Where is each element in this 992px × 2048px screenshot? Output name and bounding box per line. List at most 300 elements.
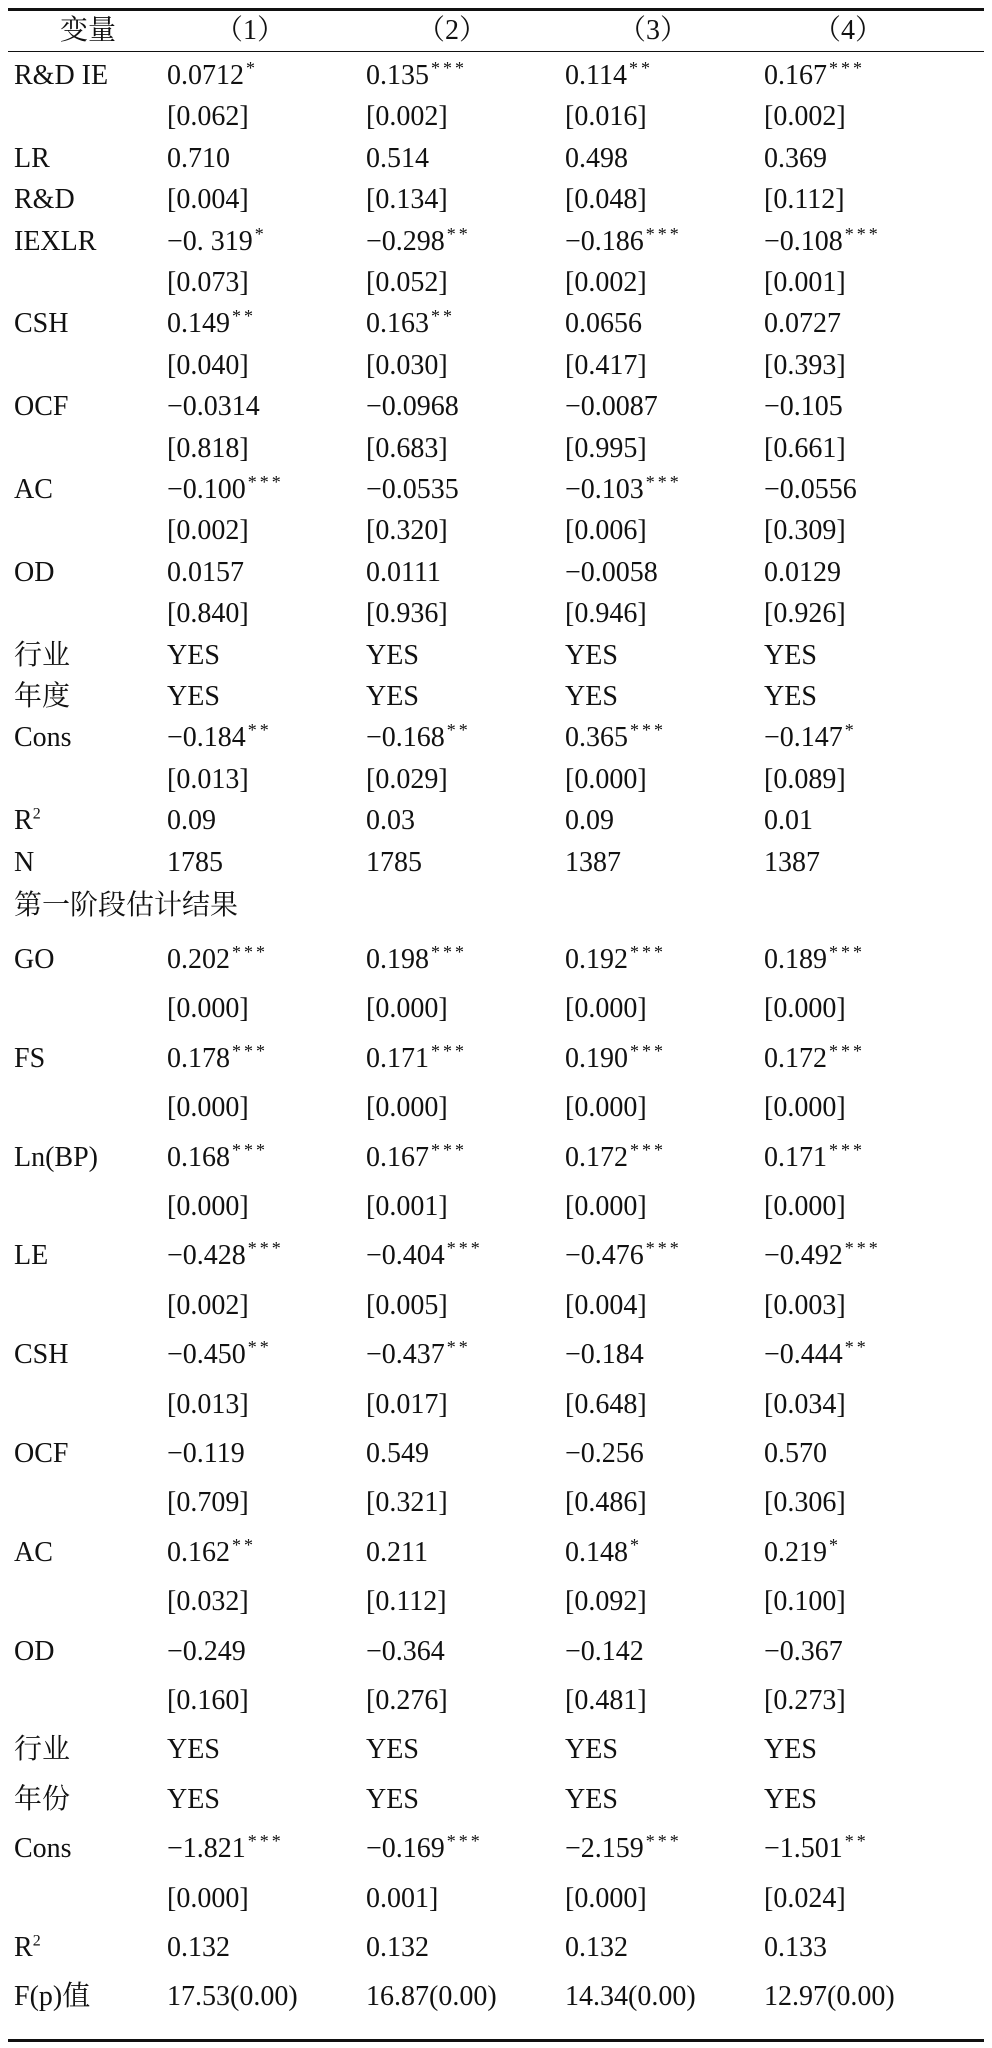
table-row xyxy=(0,553,992,593)
cell-value: YES xyxy=(764,1784,817,1815)
significance-stars: ** xyxy=(844,1830,869,1851)
cell-value: −0.0087 xyxy=(565,391,658,422)
cell-value: −0.404 xyxy=(366,1240,445,1271)
cell-value: 0.190 xyxy=(565,1043,628,1074)
cell-value: [0.024] xyxy=(764,1883,846,1914)
cell-value: [0.030] xyxy=(366,350,448,381)
cell-value: YES xyxy=(167,681,220,712)
significance-stars: *** xyxy=(844,1237,881,1258)
cell-value: YES xyxy=(764,640,817,671)
significance-stars: * xyxy=(630,1534,642,1555)
table-cell xyxy=(167,180,249,220)
table-cell xyxy=(764,760,846,800)
cell-value: [0.000] xyxy=(366,1092,448,1123)
row-label: Ln(BP) xyxy=(14,1142,98,1173)
significance-stars: * xyxy=(246,57,258,78)
section-title: 第一阶段估计结果 xyxy=(14,890,239,921)
table-cell xyxy=(565,1236,682,1276)
cell-value: [0.134] xyxy=(366,184,448,215)
table-cell xyxy=(764,387,843,427)
cell-value: −0.437 xyxy=(366,1339,445,1370)
cell-value: [0.040] xyxy=(167,350,249,381)
table-cell xyxy=(565,97,647,137)
significance-stars: * xyxy=(844,719,857,740)
cell-value: [0.048] xyxy=(565,184,647,215)
table-cell xyxy=(565,180,647,220)
table-cell xyxy=(764,1088,846,1128)
row-label: IEXLR xyxy=(14,226,97,257)
cell-value: [0.276] xyxy=(366,1685,448,1716)
table-row xyxy=(0,1829,992,1869)
table-cell xyxy=(167,1977,298,2017)
table-row xyxy=(0,346,992,386)
cell-value: [0.002] xyxy=(764,101,846,132)
cell-value: [0.002] xyxy=(366,101,448,132)
header-col-2: （2） xyxy=(417,15,488,46)
cell-value: [0.000] xyxy=(565,764,647,795)
table-cell xyxy=(764,1829,869,1869)
table-cell xyxy=(167,1335,272,1375)
significance-stars: *** xyxy=(232,1139,268,1160)
table-cell xyxy=(764,1681,846,1721)
cell-value: 0.001] xyxy=(366,1883,439,1914)
significance-stars: *** xyxy=(630,941,666,962)
cell-value: 12.97(0.00) xyxy=(764,1981,895,2012)
cell-value: −0.450 xyxy=(167,1339,246,1370)
cell-value: [0.034] xyxy=(764,1389,846,1420)
cell-value: [0.000] xyxy=(565,993,647,1024)
table-row xyxy=(0,56,992,96)
table-row xyxy=(0,1780,992,1820)
table-row xyxy=(0,1730,992,1770)
significance-stars: *** xyxy=(630,719,666,740)
table-cell xyxy=(366,470,459,510)
table-cell xyxy=(565,1829,682,1869)
table-row xyxy=(0,429,992,469)
cell-value: [0.995] xyxy=(565,433,647,464)
cell-value: [0.393] xyxy=(764,350,846,381)
cell-value: −0.105 xyxy=(764,391,843,422)
table-cell xyxy=(764,636,817,676)
cell-value: YES xyxy=(366,640,419,671)
table-cell xyxy=(764,346,846,386)
table-row xyxy=(0,263,992,303)
cell-value: 0.133 xyxy=(764,1932,827,1963)
table-row xyxy=(0,1582,992,1622)
cell-value: [0.112] xyxy=(764,184,845,215)
table-cell xyxy=(764,1730,817,1770)
table-cell xyxy=(366,1533,428,1573)
significance-stars: *** xyxy=(844,223,881,244)
table-cell xyxy=(565,677,618,717)
cell-value: YES xyxy=(167,1784,220,1815)
significance-stars: *** xyxy=(829,57,865,78)
cell-value: 0.172 xyxy=(565,1142,628,1173)
cell-value: [0.306] xyxy=(764,1487,846,1518)
cell-value: 0.132 xyxy=(565,1932,628,1963)
table-cell xyxy=(764,1928,827,1968)
cell-value: 0.192 xyxy=(565,944,628,975)
table-cell xyxy=(764,97,846,137)
table-cell xyxy=(366,718,471,758)
table-cell xyxy=(366,139,429,179)
row-label: $R^2$ xyxy=(14,805,41,836)
table-cell xyxy=(366,1138,467,1178)
cell-value: −0.0314 xyxy=(167,391,260,422)
table-cell xyxy=(167,1928,230,1968)
cell-value: YES xyxy=(565,640,618,671)
table-cell xyxy=(366,511,448,551)
table-cell xyxy=(167,1187,249,1227)
row-label: F(p)值 xyxy=(14,1981,91,2012)
cell-value: [0.112] xyxy=(366,1586,447,1617)
cell-value: 0.570 xyxy=(764,1438,827,1469)
table-cell xyxy=(764,1977,895,2017)
cell-value: −0.492 xyxy=(764,1240,843,1271)
table-cell xyxy=(565,1533,642,1573)
cell-value: 0.498 xyxy=(565,143,628,174)
table-cell xyxy=(167,470,284,510)
row-label: Cons xyxy=(14,1833,72,1864)
table-row xyxy=(0,1434,992,1474)
table-cell xyxy=(565,1977,696,2017)
table-row xyxy=(0,1187,992,1227)
table-row xyxy=(0,1632,992,1672)
significance-stars: *** xyxy=(446,1830,483,1851)
table-row xyxy=(0,594,992,634)
table-cell xyxy=(366,1385,448,1425)
table-cell xyxy=(366,304,455,344)
table-cell xyxy=(764,940,865,980)
significance-stars: *** xyxy=(446,1237,483,1258)
cell-value: [0.073] xyxy=(167,267,249,298)
table-row xyxy=(0,989,992,1029)
table-cell xyxy=(167,1039,268,1079)
table-cell xyxy=(565,843,621,883)
table-cell xyxy=(764,56,865,96)
cell-value: 0.202 xyxy=(167,944,230,975)
table-cell xyxy=(565,1780,618,1820)
table-cell xyxy=(167,346,249,386)
table-cell xyxy=(565,346,647,386)
table-cell xyxy=(366,1879,438,1919)
row-label: GO xyxy=(14,944,55,975)
table-row xyxy=(0,1928,992,1968)
table-cell xyxy=(167,1681,249,1721)
significance-stars: *** xyxy=(431,1139,467,1160)
table-cell xyxy=(565,718,666,758)
cell-value: [0.002] xyxy=(167,1290,249,1321)
cell-value: [0.648] xyxy=(565,1389,647,1420)
cell-value: [0.013] xyxy=(167,1389,249,1420)
table-cell xyxy=(565,1138,666,1178)
table-cell xyxy=(565,989,647,1029)
significance-stars: ** xyxy=(232,1534,256,1555)
significance-stars: *** xyxy=(232,941,268,962)
cell-value: 0.114 xyxy=(565,60,627,91)
table-cell xyxy=(764,1483,846,1523)
table-cell xyxy=(167,1879,249,1919)
table-cell xyxy=(565,760,647,800)
significance-stars: * xyxy=(829,1534,841,1555)
table-cell xyxy=(366,1039,467,1079)
table-cell xyxy=(366,940,467,980)
table-cell xyxy=(565,429,647,469)
cell-value: YES xyxy=(366,681,419,712)
table-cell xyxy=(366,346,448,386)
table-cell xyxy=(565,511,647,551)
significance-stars: *** xyxy=(630,1139,666,1160)
cell-value: [0.003] xyxy=(764,1290,846,1321)
cell-value: YES xyxy=(565,681,618,712)
table-cell xyxy=(565,1730,618,1770)
table-cell xyxy=(167,304,256,344)
header-col-1: （1） xyxy=(215,15,286,46)
cell-value: [0.661] xyxy=(764,433,846,464)
cell-value: 0.369 xyxy=(764,143,827,174)
cell-value: [0.017] xyxy=(366,1389,448,1420)
cell-value: [0.160] xyxy=(167,1685,249,1716)
cell-value: 0.0111 xyxy=(366,557,441,588)
row-label: R&D IE xyxy=(14,60,109,91)
table-row xyxy=(0,387,992,427)
cell-value: [0.417] xyxy=(565,350,647,381)
table-cell xyxy=(764,429,846,469)
table-cell xyxy=(167,222,267,262)
significance-stars: ** xyxy=(446,719,471,740)
cell-value: 0.171 xyxy=(764,1142,827,1173)
table-cell xyxy=(167,1088,249,1128)
cell-value: [0.001] xyxy=(366,1191,448,1222)
table-cell xyxy=(764,180,845,220)
cell-value: 0.0727 xyxy=(764,308,841,339)
table-cell xyxy=(366,1928,429,1968)
cell-value: YES xyxy=(366,1734,419,1765)
superscript: 2 xyxy=(32,1932,41,1950)
cell-value: YES xyxy=(565,1784,618,1815)
table-cell xyxy=(764,989,846,1029)
table-cell xyxy=(366,1187,448,1227)
significance-stars: *** xyxy=(645,1830,682,1851)
table-cell xyxy=(167,1730,220,1770)
cell-value: −0.100 xyxy=(167,474,246,505)
cell-value: 0.0157 xyxy=(167,557,244,588)
cell-value: YES xyxy=(167,1734,220,1765)
table-cell xyxy=(366,1730,419,1770)
table-cell xyxy=(366,263,448,303)
table-cell xyxy=(764,1335,869,1375)
table-cell xyxy=(565,1928,628,1968)
table-cell xyxy=(366,387,459,427)
significance-stars: *** xyxy=(232,1040,268,1061)
table-cell xyxy=(764,553,841,593)
table-cell xyxy=(764,718,857,758)
cell-value: −0.298 xyxy=(366,226,445,257)
table-row xyxy=(0,1138,992,1178)
table-cell xyxy=(565,1088,647,1128)
table-row xyxy=(0,1039,992,1079)
significance-stars: ** xyxy=(446,1336,471,1357)
cell-value: [0.032] xyxy=(167,1586,249,1617)
cell-value: −0.0556 xyxy=(764,474,857,505)
cell-value: [0.013] xyxy=(167,764,249,795)
row-label: R&D xyxy=(14,184,75,215)
cell-value: −0.0058 xyxy=(565,557,658,588)
cell-value: 0.163 xyxy=(366,308,429,339)
table-row xyxy=(0,1681,992,1721)
cell-value: 0.514 xyxy=(366,143,429,174)
table-cell xyxy=(764,1385,846,1425)
superscript: 2 xyxy=(32,805,41,823)
table-cell xyxy=(167,1780,220,1820)
cell-value: YES xyxy=(764,1734,817,1765)
cell-value: −0.108 xyxy=(764,226,843,257)
cell-value: 0.0656 xyxy=(565,308,642,339)
table-cell xyxy=(167,263,249,303)
table-cell xyxy=(167,1829,284,1869)
cell-value: −0.184 xyxy=(565,1339,644,1370)
significance-stars: ** xyxy=(628,57,653,78)
table-cell xyxy=(565,636,618,676)
cell-value: [0.320] xyxy=(366,515,448,546)
table-row xyxy=(0,1483,992,1523)
cell-value: [0.000] xyxy=(565,1191,647,1222)
significance-stars: ** xyxy=(247,1336,272,1357)
significance-stars: ** xyxy=(844,1336,869,1357)
row-label: CSH xyxy=(14,1339,69,1370)
table-cell xyxy=(764,470,857,510)
cell-value: [0.000] xyxy=(565,1883,647,1914)
significance-stars: *** xyxy=(431,941,467,962)
table-cell xyxy=(764,1286,846,1326)
significance-stars: * xyxy=(254,223,267,244)
header-variable: 变量 xyxy=(60,15,117,46)
cell-value: −0.169 xyxy=(366,1833,445,1864)
bottom-rule xyxy=(8,2039,984,2042)
table-cell xyxy=(764,1236,881,1276)
significance-stars: *** xyxy=(645,1237,682,1258)
cell-value: [0.006] xyxy=(565,515,647,546)
cell-value: [0.926] xyxy=(764,598,846,629)
table-cell xyxy=(764,139,827,179)
table-cell xyxy=(167,1434,245,1474)
cell-value: −0.119 xyxy=(167,1438,245,1469)
table-cell xyxy=(764,1187,846,1227)
table-cell xyxy=(167,1483,249,1523)
cell-value: 1387 xyxy=(764,847,820,878)
cell-value: 0.01 xyxy=(764,805,813,836)
cell-value: 0.03 xyxy=(366,805,415,836)
table-cell xyxy=(366,1434,429,1474)
cell-value: −0.444 xyxy=(764,1339,843,1370)
table-row xyxy=(0,1335,992,1375)
table-cell xyxy=(167,1385,249,1425)
cell-value: 0.189 xyxy=(764,944,827,975)
table-cell xyxy=(764,263,846,303)
cell-value: [0.936] xyxy=(366,598,448,629)
cell-value: −0.364 xyxy=(366,1636,445,1667)
cell-value: [0.683] xyxy=(366,433,448,464)
table-cell xyxy=(366,1483,448,1523)
cell-value: 0.172 xyxy=(764,1043,827,1074)
cell-value: [0.016] xyxy=(565,101,647,132)
table-cell xyxy=(167,760,249,800)
table-row xyxy=(0,1533,992,1573)
cell-value: [0.000] xyxy=(167,1092,249,1123)
cell-value: 0.710 xyxy=(167,143,230,174)
row-label: LR xyxy=(14,143,50,174)
table-row xyxy=(0,1088,992,1128)
table-row xyxy=(0,843,992,883)
row-label: LE xyxy=(14,1240,49,1271)
cell-value: YES xyxy=(366,1784,419,1815)
cell-value: −0.184 xyxy=(167,722,246,753)
table-cell xyxy=(565,553,658,593)
significance-stars: *** xyxy=(645,471,682,492)
cell-value: 0.162 xyxy=(167,1537,230,1568)
cell-value: −0.428 xyxy=(167,1240,246,1271)
cell-value: [0.818] xyxy=(167,433,249,464)
table-cell xyxy=(167,636,220,676)
cell-value: [0.481] xyxy=(565,1685,647,1716)
table-cell xyxy=(366,760,448,800)
cell-value: −0.367 xyxy=(764,1636,843,1667)
table-cell xyxy=(366,222,471,262)
cell-value: −0. 319 xyxy=(167,226,253,257)
cell-value: 0.198 xyxy=(366,944,429,975)
cell-value: 0.132 xyxy=(366,1932,429,1963)
table-cell xyxy=(764,594,846,634)
cell-value: −0.103 xyxy=(565,474,644,505)
table-cell xyxy=(565,1632,644,1672)
table-row xyxy=(0,636,992,676)
cell-value: 1785 xyxy=(167,847,223,878)
significance-stars: ** xyxy=(431,305,455,326)
cell-value: [0.000] xyxy=(764,993,846,1024)
significance-stars: *** xyxy=(247,1830,284,1851)
table-cell xyxy=(565,222,682,262)
row-label: 行业 xyxy=(14,640,71,671)
table-cell xyxy=(167,940,268,980)
table-cell xyxy=(565,1483,647,1523)
table-cell xyxy=(167,677,220,717)
row-label: CSH xyxy=(14,308,69,339)
table-cell xyxy=(565,1681,647,1721)
cell-value: 0.0712 xyxy=(167,60,244,91)
table-cell xyxy=(565,594,647,634)
table-cell xyxy=(764,1533,841,1573)
cell-value: −0.0535 xyxy=(366,474,459,505)
table-cell xyxy=(565,1582,647,1622)
table-cell xyxy=(565,56,653,96)
cell-value: [0.000] xyxy=(565,1092,647,1123)
table-row xyxy=(0,180,992,220)
table-cell xyxy=(167,801,216,841)
table-cell xyxy=(366,1335,471,1375)
cell-value: 0.219 xyxy=(764,1537,827,1568)
cell-value: 0.365 xyxy=(565,722,628,753)
cell-value: YES xyxy=(167,640,220,671)
cell-value: 1785 xyxy=(366,847,422,878)
table-row xyxy=(0,511,992,551)
cell-value: [0.089] xyxy=(764,764,846,795)
cell-value: 0.149 xyxy=(167,308,230,339)
table-cell xyxy=(764,1434,827,1474)
row-label: Cons xyxy=(14,722,72,753)
table-cell xyxy=(167,429,249,469)
cell-value: −2.159 xyxy=(565,1833,644,1864)
cell-value: −1.821 xyxy=(167,1833,246,1864)
